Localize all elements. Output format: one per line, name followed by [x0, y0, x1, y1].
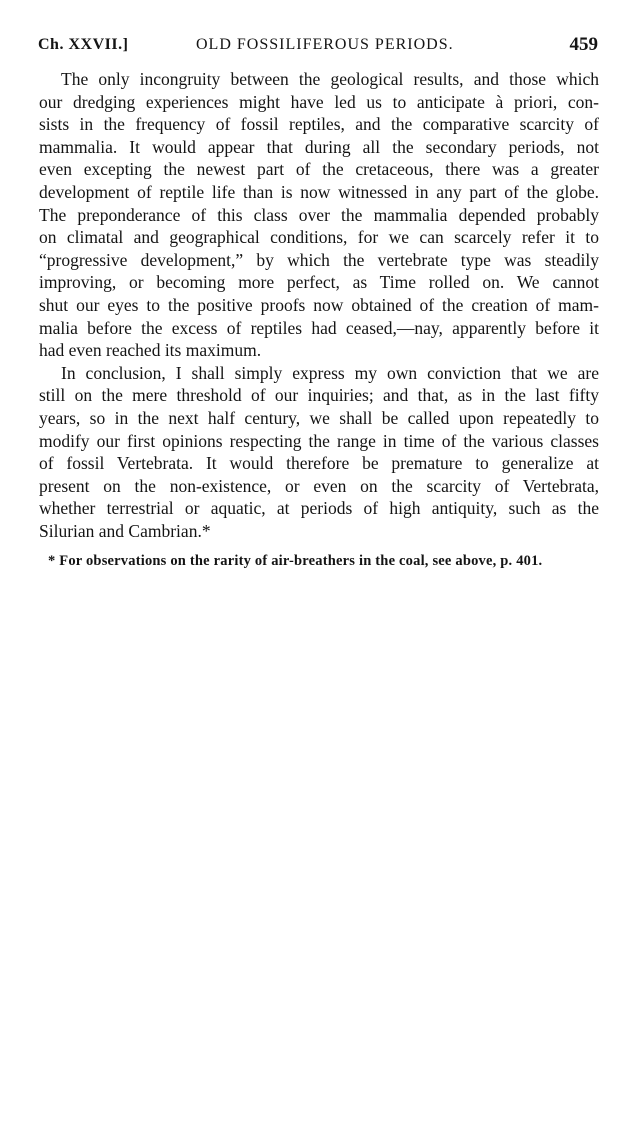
- text-line: sists in the frequency of fossil reptiles, and the comparative scarcity of: [39, 114, 599, 135]
- text-line: “progressive development,” by which the vertebrate type was steadily: [39, 249, 599, 270]
- chapter-reference: Ch. XXVII.]: [38, 36, 129, 53]
- running-head: [38, 34, 600, 58]
- text-line: The preponderance of this class over the mammalia depended probably: [39, 204, 599, 225]
- body-text: [39, 68, 599, 542]
- text-line: modify our first opinions respecting the range in time of the various classes: [39, 430, 599, 451]
- running-title: OLD FOSSILIFEROUS PERIODS.: [196, 36, 454, 53]
- text-line: of fossil Vertebrata. It would therefore be premature to generalize at: [39, 453, 599, 474]
- text-line: had even reached its maximum.: [39, 340, 262, 361]
- text-line: years, so in the next half century, we shall be called upon repeatedly to: [39, 407, 599, 428]
- text-line: In conclusion, I shall simply express my own conviction that we are: [61, 362, 599, 383]
- text-line: The only incongruity between the geological results, and those which: [61, 69, 599, 89]
- text-line: even excepting the newest part of the cretaceous, there was a greater: [39, 159, 599, 180]
- text-line: Silurian and Cambrian.*: [39, 520, 211, 541]
- paragraph-conclusion: [39, 362, 599, 543]
- text-line: still on the mere threshold of our inquiries; and that, as in the last fifty: [39, 385, 599, 406]
- text-line: our dredging experiences might have led us to anticipate à priori, con-: [39, 91, 599, 112]
- text-line: shut our eyes to the positive proofs now obtained of the creation of mam-: [39, 294, 599, 315]
- text-line: mammalia. It would appear that during all the secondary periods, not: [39, 136, 599, 157]
- page-number: 459: [569, 34, 598, 55]
- text-line: whether terrestrial or aquatic, at periods of high antiquity, such as the: [39, 498, 599, 519]
- text-line: malia before the excess of reptiles had ceased,—nay, apparently before it: [39, 317, 599, 338]
- text-line: development of reptile life than is now witnessed in any part of the globe.: [39, 181, 599, 202]
- text-line: improving, or becoming more perfect, as Time rolled on. We cannot: [39, 272, 599, 293]
- footnote: * For observations on the rarity of air-breathers in the coal, see above, p. 401.: [48, 553, 543, 569]
- text-line: on climatal and geographical conditions, for we can scarcely refer it to: [39, 227, 599, 248]
- paragraph-reptiles: [39, 68, 599, 362]
- text-line: present on the non-existence, or even on the scarcity of Vertebrata,: [39, 475, 599, 496]
